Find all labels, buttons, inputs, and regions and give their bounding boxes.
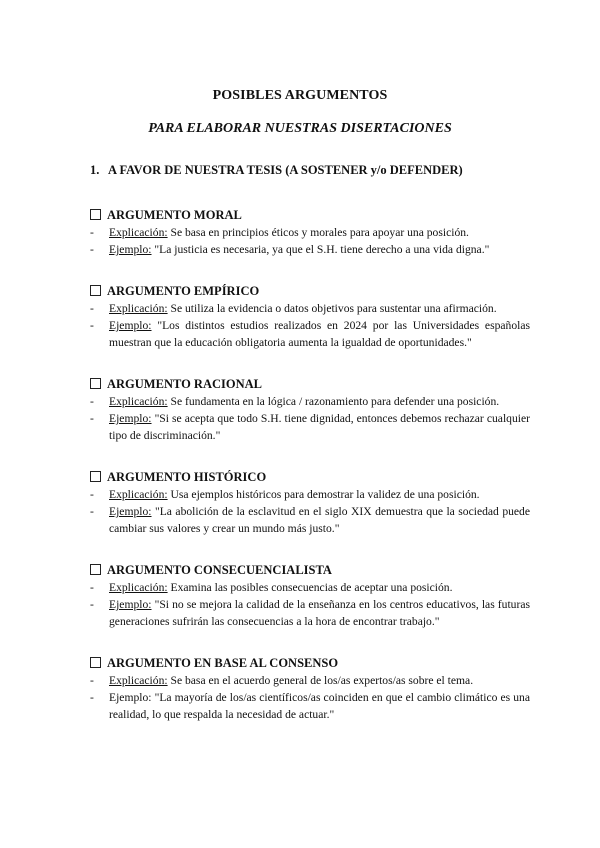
document-title: POSIBLES ARGUMENTOS [212,88,388,103]
bullet-dash: - [90,691,94,704]
ejemplo-label: Ejemplo: [109,319,152,332]
explicacion-label: Explicación: [109,226,168,239]
ejemplo-text: "La mayoría de los/as científicos/as coinciden en que el cambio climático es una realidad, lo que respalda la necesidad de actuar." [109,691,530,721]
ejemplo-label: Ejemplo: [109,243,152,256]
bullet-dash: - [90,243,94,256]
bullet-dash: - [90,226,94,239]
argument-title [90,207,530,224]
explicacion-item [90,300,530,317]
explicacion-item [90,579,530,596]
explicacion-label: Explicación: [109,395,168,408]
bullet-dash: - [90,581,94,594]
bullet-dash: - [90,395,94,408]
explicacion-text: Se basa en principios éticos y morales para apoyar una posición. [167,226,469,239]
argument-title-text: ARGUMENTO MORAL [107,208,242,222]
ejemplo-item [90,596,530,630]
checkbox-icon[interactable] [90,471,101,482]
checkbox-icon[interactable] [90,564,101,575]
checkbox-icon[interactable] [90,285,101,296]
argument-title-text: ARGUMENTO EN BASE AL CONSENSO [107,656,339,670]
argument-title-text: ARGUMENTO CONSECUENCIALISTA [107,563,332,577]
explicacion-text: Se fundamenta en la lógica / razonamiento para defender una posición. [167,395,500,408]
explicacion-text: Examina las posibles consecuencias de aceptar una posición. [167,581,453,594]
bullet-dash: - [90,412,94,425]
argument-block-moral [90,207,530,258]
argument-title [90,376,530,393]
ejemplo-item [90,689,530,723]
checkbox-icon[interactable] [90,378,101,389]
argument-block-historico [90,469,530,537]
argument-title-text: ARGUMENTO EMPÍRICO [107,284,260,298]
ejemplo-item [90,317,530,351]
document-subtitle: PARA ELABORAR NUESTRAS DISERTACIONES [148,121,452,136]
explicacion-label: Explicación: [109,674,168,687]
argument-title [90,562,530,579]
ejemplo-label: Ejemplo: [109,412,152,425]
section-heading-text: A FAVOR DE NUESTRA TESIS (A SOSTENER y/o DEFENDER) [108,163,463,177]
section-number: 1. [90,163,100,177]
bullet-dash: - [90,598,94,611]
argument-title [90,283,530,300]
ejemplo-label: Ejemplo: [109,598,152,611]
argument-title-text: ARGUMENTO RACIONAL [107,377,262,391]
ejemplo-text: "Los distintos estudios realizados en 2024 por las Universidades españolas muestran que la educación obligatoria aumenta la igualdad de oportunidades." [109,319,530,349]
bullet-dash: - [90,302,94,315]
ejemplo-label: Ejemplo: [109,505,152,518]
ejemplo-text: "La abolición de la esclavitud en el siglo XIX demuestra que la sociedad puede cambiar sus valores y crear un mundo más justo." [109,505,530,535]
argument-title-text: ARGUMENTO HISTÓRICO [107,470,267,484]
ejemplo-item [90,503,530,537]
explicacion-item [90,224,530,241]
explicacion-item [90,393,530,410]
ejemplo-label: Ejemplo: [109,691,152,704]
ejemplo-text: "Si se acepta que todo S.H. tiene dignidad, entonces debemos rechazar cualquier tipo de discriminación." [109,412,530,442]
explicacion-label: Explicación: [109,581,168,594]
checkbox-icon[interactable] [90,657,101,668]
ejemplo-text: "Si no se mejora la calidad de la enseñanza en los centros educativos, las futuras generaciones sufrirán las consecuencias a la hora de encontrar trabajo." [109,598,530,628]
bullet-dash: - [90,319,94,332]
bullet-dash: - [90,505,94,518]
argument-title [90,469,530,486]
checkbox-icon[interactable] [90,209,101,220]
ejemplo-item [90,241,530,258]
bullet-dash: - [90,674,94,687]
explicacion-text: Usa ejemplos históricos para demostrar la validez de una posición. [167,488,480,501]
explicacion-label: Explicación: [109,488,168,501]
ejemplo-item [90,410,530,444]
argument-block-racional [90,376,530,444]
argument-block-consecuencialista [90,562,530,630]
explicacion-label: Explicación: [109,302,168,315]
argument-block-empirico [90,283,530,351]
explicacion-item [90,486,530,503]
argument-block-consenso [90,655,530,723]
explicacion-item [90,672,530,689]
ejemplo-text: "La justicia es necesaria, ya que el S.H. tiene derecho a una vida digna." [151,243,490,256]
explicacion-text: Se basa en el acuerdo general de los/as expertos/as sobre el tema. [167,674,474,687]
argument-title [90,655,530,672]
bullet-dash: - [90,488,94,501]
explicacion-text: Se utiliza la evidencia o datos objetivos para sustentar una afirmación. [167,302,497,315]
section-heading [90,163,463,178]
